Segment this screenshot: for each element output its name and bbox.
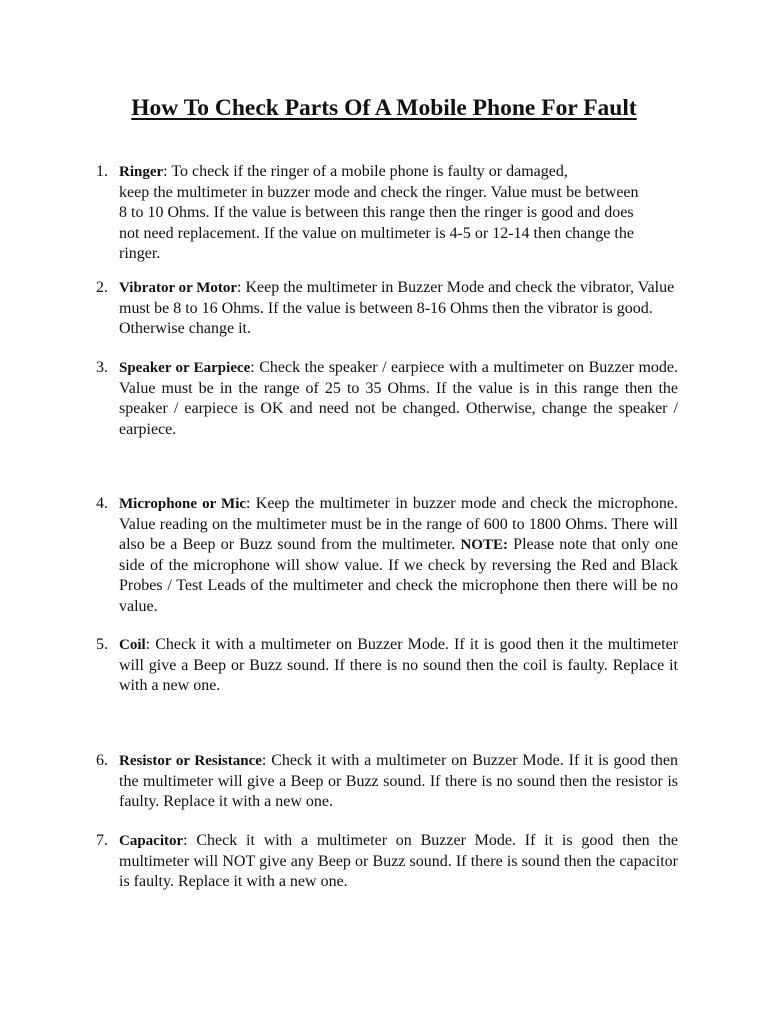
term-label: Speaker or Earpiece bbox=[119, 360, 251, 376]
list-item-body bbox=[119, 751, 678, 813]
item-line: ringer. bbox=[119, 245, 161, 263]
list-number: 7. bbox=[96, 832, 108, 849]
term-label: Capacitor bbox=[119, 833, 184, 849]
list-item-body bbox=[119, 831, 678, 893]
item-line bbox=[119, 162, 678, 183]
item-text: : Check it with a multimeter on Buzzer Mode. If it is good then the multimeter will NOT give any Beep or Buzz sound. If there is sound then the capacitor is faulty. Replace it with a new one. bbox=[119, 832, 678, 891]
list-item-body bbox=[119, 635, 678, 697]
list-item-body bbox=[119, 278, 678, 340]
item-text: : Check it with a multimeter on Buzzer Mode. If it is good then it the multimeter will give a Beep or Buzz sound. If there is no sound then the coil is faulty. Replace it with a new one. bbox=[119, 636, 678, 695]
term-label: Vibrator or Motor bbox=[119, 280, 238, 296]
item-text: : Keep the multimeter in buzzer mode and check the microphone. Value reading on the multimeter must be in the range of 600 to 1800 Ohms. There will also be a Beep or Buzz sound from the multimeter. bbox=[119, 495, 678, 554]
list-number: 5. bbox=[96, 636, 108, 653]
page-title: How To Check Parts Of A Mobile Phone For Fault bbox=[131, 95, 637, 121]
list-number: 6. bbox=[96, 752, 108, 769]
list-number: 3. bbox=[96, 359, 108, 376]
term-label: Resistor or Resistance bbox=[119, 753, 262, 769]
note-label: NOTE: bbox=[460, 537, 508, 554]
list-item-body bbox=[119, 358, 678, 440]
list-item-body bbox=[119, 162, 678, 265]
item-line: not need replacement. If the value on multimeter is 4-5 or 12-14 then change the bbox=[119, 224, 634, 242]
term-label: Coil bbox=[119, 637, 146, 653]
item-line: 8 to 10 Ohms. If the value is between this range then the ringer is good and does bbox=[119, 204, 634, 222]
term-label: Ringer bbox=[119, 164, 164, 180]
item-text: : Keep the multimeter in Buzzer Mode and check the vibrator, Value must be 8 to 16 Ohms. If the value is between 8-16 Ohms then the vibrator is good. Otherwise change it. bbox=[119, 279, 675, 338]
note-text: Please note that only one side of the microphone will show value. If we check by reversing the Red and Black Probes / Test Leads of the multimeter and check the microphone then there will be no value. bbox=[119, 536, 679, 615]
list-number: 2. bbox=[96, 279, 108, 296]
list-number: 1. bbox=[96, 163, 108, 180]
list-number: 4. bbox=[96, 495, 108, 512]
list-item-body bbox=[119, 494, 678, 618]
item-text: : Check it with a multimeter on Buzzer Mode. If it is good then the multimeter will give a Beep or Buzz sound. If there is no sound then the resistor is faulty. Replace it with a new one. bbox=[119, 752, 679, 811]
item-line: keep the multimeter in buzzer mode and check the ringer. Value must be between bbox=[119, 183, 639, 201]
term-label: Microphone or Mic bbox=[119, 496, 247, 512]
item-text: : Check the speaker / earpiece with a multimeter on Buzzer mode. Value must be in the range of 25 to 35 Ohms. If the value is in this range then the speaker / earpiece is OK and need not be changed. Otherwise, change the speaker / earpiece. bbox=[119, 359, 678, 438]
item-text: : To check if the ringer of a mobile phone is faulty or damaged, bbox=[163, 163, 568, 180]
